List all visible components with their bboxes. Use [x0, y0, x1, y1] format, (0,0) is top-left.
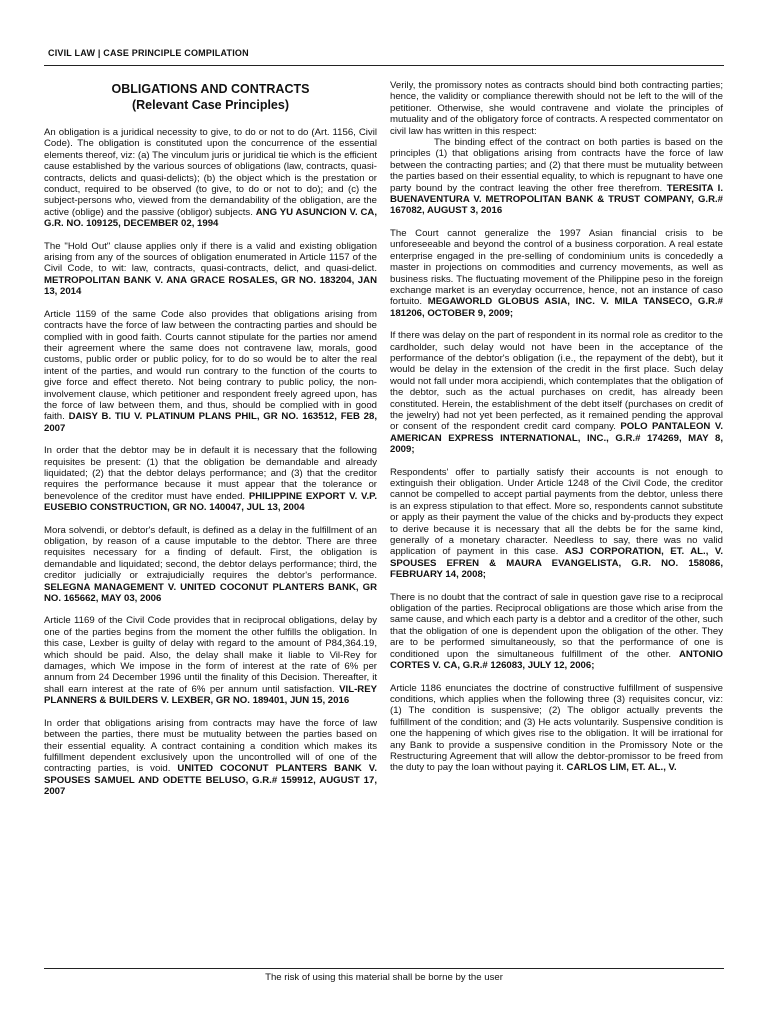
case-citation: ASJ CORPORATION, ET. AL., V. SPOUSES EFREN & MAURA EVANGELISTA, G.R. NO. 158086, FEBRUARY 14, 2008;	[390, 546, 724, 581]
paragraph-text: Respondents' offer to partially satisfy their accounts is not enough to extinguish their obligation. Under Article 1248 of the Civil Code, the creditor cannot be compelled to accept partial payments from the debtor, unless there is an express stipulation to that effect. More so, respondents cannot substitute or apply as their payment the value of the chicks and by-products they expect to derive because it is necessary that all the debts be for the same kind, generally of a monetary character. Needless to say, there was no valid application of payment in this case.	[390, 466, 723, 558]
case-paragraph	[44, 241, 377, 298]
running-header: CIVIL LAW | CASE PRINCIPLE COMPILATION	[48, 48, 249, 58]
paragraph-text: Article 1186 enunciates the doctrine of constructive fulfillment of suspensive conditions, which applies when the following three (3) requisites concur, viz: (1) The condition is suspensive; (2) The obligor actually prevents the fulfillment of the condition; and (3) He acts voluntarily. Suspensive condition is one the happening of which gives rise to the obligation. It will be irrational for any Bank to provide a suspensive condition in the Promissory Note or the Restructuring Agreement that will allow the debtor-promissor to be freed from the duty to pay the loan without paying it.	[390, 682, 723, 774]
case-citation: TERESITA I. BUENAVENTURA V. METROPOLITAN BANK & TRUST COMPANY, G.R.# 167082, AUGUST 3, 2016	[390, 182, 723, 217]
case-citation: CARLOS LIM, ET. AL., V.	[566, 762, 677, 774]
case-paragraph	[44, 127, 377, 230]
case-paragraph	[44, 718, 377, 798]
case-paragraph	[390, 467, 723, 581]
right-column	[390, 80, 723, 785]
paragraph-text: An obligation is a juridical necessity to give, to do or not to do (Art. 1156, Civil Code). The obligation is constituted upon the concurrence of the essential elements thereof, viz: (a) The vinculum juris or juridical tie which is the efficient cause established by the various sources of obligations (law, contracts, quasi-contracts, delicts and quasi-delicts); (b) the object which is the prestation or conduct, required to be observed (to give, to do or not to do); and (c) the subject-persons who, viewed from the demandability of the obligation, are the active (oblige) and the passive (obligor) subjects.	[44, 127, 377, 218]
left-column	[44, 80, 377, 809]
paragraph-text: Article 1159 of the same Code also provides that obligations arising from contracts have the force of law between the contracting parties and should be complied with in good faith. Courts cannot stipulate for the parties nor amend their agreement where the same does not contravene law, morals, good customs, public order or public policy, for to do so would be to alter the real intent of the parties, and would run contrary to the function of the courts to give force and effect thereto. Not being contrary to public policy, the non-involvement clause, which petitioner and respondent freely agreed upon, has the force of law between them, and thus, should be complied with in good faith.	[44, 308, 377, 423]
paragraph-text: The "Hold Out" clause applies only if there is a valid and existing obligation arising from any of the sources of obligation enumerated in Article 1157 of the Civil Code, to wit: law, contracts, quasi-contracts, delict, and quasi-delict.	[44, 240, 377, 275]
document-subtitle: (Relevant Case Principles)	[131, 98, 289, 112]
case-citation: DAISY B. TIU V. PLATINUM PLANS PHIL, GR NO. 163512, FEB 28, 2007	[44, 411, 377, 434]
case-paragraph	[390, 683, 723, 774]
case-paragraph	[390, 592, 723, 672]
paragraph-text: The binding effect of the contract on both parties is based on the principles (1) that obligations arising from contracts have the force of law between the contracting parties; and (2) that there must be mutuality between the parties based on their essential equality, to which is repugnant to have one party bound by the contract leaving the other free therefrom.	[390, 137, 723, 194]
paragraph-text: If there was delay on the part of respondent in its normal role as creditor to the cardholder, such delay would not have been in the acceptance of the performance of the debtor's obligation (i.e., the repayment of the debt), but it would be delay in the extension of the credit in the first place. Such delay would not fall under mora accipiendi, which contemplates that the obligation of the debtor, such as the actual purchases on credit, has already been constituted. Herein, the establishment of the debt itself (purchases on credit of the jewelry) had not yet been perfected, as it remained pending the approval or consent of the respondent credit card company.	[390, 330, 723, 433]
paragraph-text: Verily, the promissory notes as contracts should bind both contracting parties; hence, the validity or compliance therewith should not be left to the will of the petitioner. Otherwise, she would contravene and violate the principles of mutuality and of the obligatory force of contracts. A respected commentator on civil law has written in this respect:	[390, 80, 723, 137]
case-citation: VIL-REY PLANNERS & BUILDERS V. LEXBER, GR NO. 189401, JUN 15, 2016	[44, 683, 377, 707]
case-citation: SELEGNA MANAGEMENT V. UNITED COCONUT PLANTERS BANK, GR NO. 165662, MAY 03, 2006	[44, 581, 377, 605]
case-citation: POLO PANTALEON V. AMERICAN EXPRESS INTERNATIONAL, INC., G.R.# 174269, MAY 8, 2009;	[390, 421, 724, 456]
page-footer: The risk of using this material shall be borne by the user	[265, 972, 503, 983]
case-citation: MEGAWORLD GLOBUS ASIA, INC. V. MILA TANSECO, G.R.# 181206, OCTOBER 9, 2009;	[390, 296, 723, 319]
quoted-paragraph	[390, 137, 723, 217]
case-paragraph	[44, 445, 377, 513]
case-paragraph	[44, 525, 377, 605]
paragraph-text: In order that obligations arising from contracts may have the force of law between the parties, there must be mutuality between the parties based on their essential equality. A contract containing a condition which makes its fulfillment dependent exclusively upon the uncontrolled will of one of the contracting parties, is void.	[44, 717, 377, 775]
case-paragraph	[390, 330, 723, 455]
case-paragraph	[44, 309, 377, 434]
case-citation: UNITED COCONUT PLANTERS BANK V. SPOUSES SAMUEL AND ODETTE BELUSO, G.R.# 159912, AUGUST 17, 2007	[44, 763, 377, 798]
paragraph-text: Mora solvendi, or debtor's default, is defined as a delay in the fulfillment of an obligation, by reason of a cause imputable to the debtor. There are three requisites necessary for a finding of default. First, the obligation is demandable and liquidated; second, the debtor delays performance; third, the creditor judicially or extrajudicially requires the debtor's performance.	[44, 524, 377, 582]
footer-divider	[44, 968, 724, 969]
case-citation: ANTONIO CORTES V. CA, G.R.# 126083, JULY 12, 2006;	[390, 648, 723, 672]
paragraph-text: There is no doubt that the contract of sale in question gave rise to a reciprocal obligation of the parties. Reciprocal obligations are those which arise from the same cause, and which each party is a debtor and a creditor of the other, such that the obligation of one is dependent upon the obligation of the other. They are to be performed simultaneously, so that the performance of one is conditioned upon the simultaneous fulfillment of the other.	[390, 591, 723, 660]
paragraph-text: In order that the debtor may be in default it is necessary that the following requisites be present: (1) that the obligation be demandable and already liquidated; (2) that the debtor delays performance; and (3) that the creditor requires the performance because it must appear that the tolerance or benevolence of the creditor must have ended.	[44, 445, 377, 502]
case-citation: ANG YU ASUNCION V. CA, G.R. NO. 109125, DECEMBER 02, 1994	[44, 206, 377, 230]
header-divider	[44, 65, 724, 66]
case-paragraph	[44, 615, 377, 706]
case-paragraph	[390, 228, 723, 319]
paragraph-text: Article 1169 of the Civil Code provides that in reciprocal obligations, delay by one of the parties begins from the moment the other fulfills the obligation. In this case, Lexber is guilty of delay with regard to the amount of P84,364.19, which should be paid. Also, the delay shall make it liable to Vil-Rey for damages, which We impose in the form of interest at the rate of 6% per annum from 24 December 1996 until the finality of this Decision. Thereafter, it shall earn interest at the rate of 6% per annum until satisfaction.	[44, 615, 377, 695]
paragraph-text: The Court cannot generalize the 1997 Asian financial crisis to be unforeseeable and beyond the control of a business corporation. A real estate enterprise engaged in the pre-selling of condominium units is concededly a master in projections on commodities and currency movements, as well as business risks. The fluctuating movement of the Philippine peso in the foreign exchange market is an everyday occurrence, hence, not an instance of caso fortuito.	[390, 227, 723, 308]
document-title: OBLIGATIONS AND CONTRACTS	[111, 82, 310, 96]
case-citation: METROPOLITAN BANK V. ANA GRACE ROSALES, GR NO. 183204, JAN 13, 2014	[44, 274, 377, 298]
case-paragraph	[390, 80, 723, 137]
case-citation: PHILIPPINE EXPORT V. V.P. EUSEBIO CONSTRUCTION, GR NO. 140047, JUL 13, 2004	[44, 490, 378, 514]
